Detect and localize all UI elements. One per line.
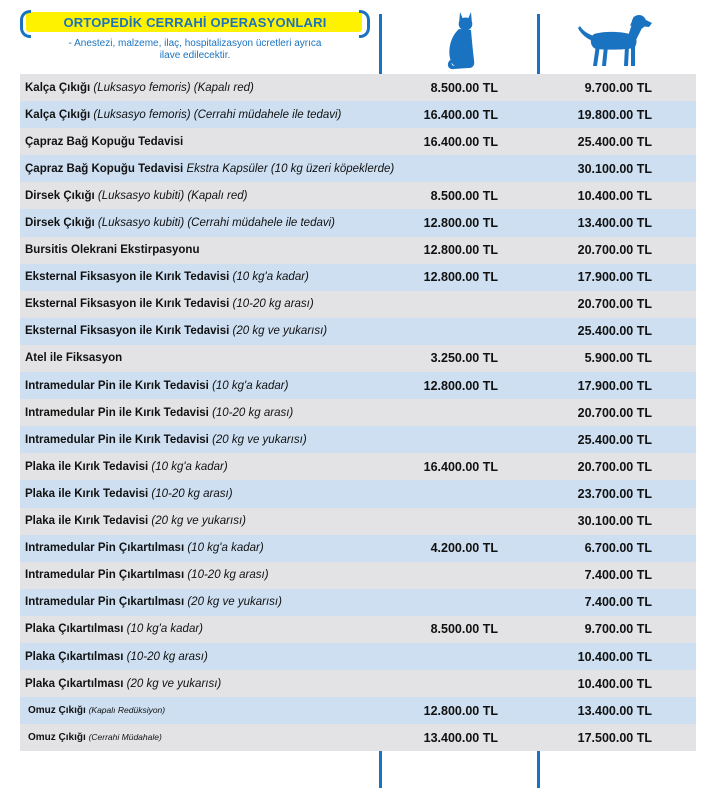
procedure-note: (20 kg ve yukarısı)	[212, 433, 307, 446]
procedure-title: Omuz Çıkığı	[28, 732, 86, 744]
table-row	[20, 724, 696, 751]
table-row	[20, 589, 696, 616]
procedure-title: Dirsek Çıkığı	[25, 189, 95, 202]
cat-price: 12.800.00 TL	[423, 243, 498, 258]
procedure-title: Intramedular Pin Çıkartılması	[25, 542, 185, 555]
table-row	[20, 128, 696, 155]
procedure-note: (20 kg ve yukarısı)	[187, 596, 282, 609]
dog-price: 23.700.00 TL	[577, 486, 652, 501]
table-row	[20, 670, 696, 697]
procedure-note: (Luksasyo kubiti) (Cerrahi müdahele ile tedavi)	[97, 217, 336, 230]
procedure-name	[25, 461, 228, 473]
dog-price: 30.100.00 TL	[577, 161, 652, 176]
procedure-name	[25, 82, 254, 94]
procedure-title: Intramedular Pin Çıkartılması	[25, 569, 185, 582]
cat-price: 12.800.00 TL	[423, 270, 498, 285]
cat-price: 12.800.00 TL	[423, 378, 498, 393]
procedure-name	[25, 678, 221, 690]
table-row	[20, 643, 696, 670]
procedure-note: (10 kg'a kadar)	[187, 542, 264, 555]
procedure-name	[25, 407, 293, 419]
cat-price: 12.800.00 TL	[423, 703, 498, 718]
table-row	[20, 291, 696, 318]
dog-price: 20.700.00 TL	[577, 459, 652, 474]
dog-price: 13.400.00 TL	[577, 703, 652, 718]
procedure-note: (10-20 kg arası)	[126, 650, 208, 663]
procedure-note: (20 kg ve yukarısı)	[232, 325, 328, 338]
procedure-note: (10-20 kg arası)	[232, 298, 314, 311]
procedure-title: Omuz Çıkığı	[28, 705, 86, 717]
table-row	[20, 182, 696, 209]
table-row	[20, 264, 696, 291]
dog-price: 17.900.00 TL	[577, 270, 652, 285]
cat-price: 3.250.00 TL	[430, 351, 498, 366]
table-row	[20, 209, 696, 236]
procedure-name	[25, 109, 341, 121]
procedure-title: Kalça Çıkığı	[25, 108, 91, 121]
procedure-title: Intramedular Pin ile Kırık Tedavisi	[25, 379, 209, 392]
procedure-title: Plaka ile Kırık Tedavisi	[25, 460, 149, 473]
procedure-title: Plaka ile Kırık Tedavisi	[25, 487, 149, 500]
procedure-name	[25, 163, 394, 175]
procedure-note: (Kapalı Redüksiyon)	[88, 705, 166, 716]
table-row	[20, 562, 696, 589]
dog-price: 20.700.00 TL	[577, 297, 652, 312]
section-header	[20, 10, 370, 36]
procedure-title: Intramedular Pin ile Kırık Tedavisi	[25, 433, 209, 446]
dog-price: 17.500.00 TL	[577, 730, 652, 745]
cat-price: 16.400.00 TL	[423, 107, 498, 122]
dog-price: 10.400.00 TL	[577, 676, 652, 691]
procedure-note: (Luksasyo femoris) (Cerrahi müdahele ile tedavi)	[93, 108, 342, 121]
cat-price: 4.200.00 TL	[430, 541, 498, 556]
dog-price: 13.400.00 TL	[577, 216, 652, 231]
dog-price: 5.900.00 TL	[584, 351, 652, 366]
table-row	[20, 535, 696, 562]
procedure-name	[25, 651, 208, 663]
procedure-title: Plaka ile Kırık Tedavisi	[25, 515, 149, 528]
table-row	[20, 480, 696, 507]
dog-price: 20.700.00 TL	[577, 405, 652, 420]
table-row	[20, 74, 696, 101]
procedure-name	[25, 623, 203, 635]
dog-price: 25.400.00 TL	[577, 134, 652, 149]
procedure-title: Çapraz Bağ Kopuğu Tedavisi	[25, 162, 184, 175]
table-row	[20, 453, 696, 480]
dog-price: 10.400.00 TL	[577, 188, 652, 203]
table-row	[20, 101, 696, 128]
cat-price: 13.400.00 TL	[423, 730, 498, 745]
procedure-title: Intramedular Pin Çıkartılması	[25, 596, 185, 609]
procedure-title: Eksternal Fiksasyon ile Kırık Tedavisi	[25, 298, 230, 311]
procedure-title: Eksternal Fiksasyon ile Kırık Tedavisi	[25, 271, 230, 284]
dog-price: 25.400.00 TL	[577, 324, 652, 339]
cat-price: 8.500.00 TL	[430, 188, 498, 203]
procedure-title: Intramedular Pin ile Kırık Tedavisi	[25, 406, 209, 419]
procedure-note: (20 kg ve yukarısı)	[126, 677, 222, 690]
procedure-note: (10 kg'a kadar)	[126, 623, 204, 636]
procedure-title: Kalça Çıkığı	[25, 81, 91, 94]
section-title: ORTOPEDİK CERRAHİ OPERASYONLARI	[63, 15, 327, 30]
price-table	[20, 74, 696, 751]
table-row	[20, 372, 696, 399]
procedure-title: Plaka Çıkartılması	[25, 650, 124, 663]
procedure-title: Bursitis Olekrani Ekstirpasyonu	[25, 244, 200, 257]
procedure-name	[25, 569, 269, 581]
procedure-name	[25, 542, 264, 554]
cat-price: 16.400.00 TL	[423, 134, 498, 149]
procedure-note: (20 kg ve yukarısı)	[151, 515, 246, 528]
table-row	[20, 318, 696, 345]
table-row	[20, 399, 696, 426]
procedure-title: Plaka Çıkartılması	[25, 677, 124, 690]
procedure-name	[25, 190, 247, 202]
procedure-note: (10-20 kg arası)	[187, 569, 269, 582]
procedure-name	[28, 705, 165, 716]
procedure-note: (10 kg'a kadar)	[232, 271, 309, 284]
dog-price: 25.400.00 TL	[577, 432, 652, 447]
dog-price: 9.700.00 TL	[584, 80, 652, 95]
table-row	[20, 508, 696, 535]
dog-price: 7.400.00 TL	[584, 595, 652, 610]
procedure-note: (10 kg'a kadar)	[151, 460, 228, 473]
dog-price: 17.900.00 TL	[577, 378, 652, 393]
dog-price: 6.700.00 TL	[584, 541, 652, 556]
procedure-note: (Luksasyo femoris) (Kapalı red)	[93, 81, 254, 94]
procedure-note: Ekstra Kapsüler (10 kg üzeri köpeklerde)	[186, 162, 395, 175]
procedure-name	[25, 352, 122, 364]
procedure-name	[25, 298, 314, 310]
procedure-note: (Luksasyo kubiti) (Kapalı red)	[97, 189, 248, 202]
procedure-note: (Cerrahi Müdahale)	[88, 732, 162, 743]
table-row	[20, 237, 696, 264]
section-subtitle	[40, 38, 350, 62]
procedure-title: Eksternal Fiksasyon ile Kırık Tedavisi	[25, 325, 230, 338]
dog-icon	[578, 12, 652, 68]
cat-price: 8.500.00 TL	[430, 80, 498, 95]
dog-price: 19.800.00 TL	[577, 107, 652, 122]
subtitle-line-1: - Anestezi, malzeme, ilaç, hospitalizasyon ücretleri ayrıca	[68, 38, 322, 49]
subtitle-line-2: ilave edilecektir.	[159, 50, 231, 61]
procedure-name	[25, 515, 246, 527]
procedure-name	[25, 271, 309, 283]
procedure-name	[28, 732, 162, 743]
procedure-name	[25, 488, 233, 500]
dog-price: 30.100.00 TL	[577, 514, 652, 529]
procedure-note: (10 kg'a kadar)	[212, 379, 289, 392]
procedure-name	[25, 380, 288, 392]
procedure-title: Plaka Çıkartılması	[25, 623, 124, 636]
procedure-note: (10-20 kg arası)	[212, 406, 294, 419]
procedure-name	[25, 325, 327, 337]
procedure-name	[25, 244, 199, 256]
table-row	[20, 345, 696, 372]
procedure-name	[25, 217, 335, 229]
dog-price: 10.400.00 TL	[577, 649, 652, 664]
procedure-title: Çapraz Bağ Kopuğu Tedavisi	[25, 135, 184, 148]
procedure-name	[25, 434, 307, 446]
table-row	[20, 697, 696, 724]
cat-icon	[438, 10, 482, 72]
dog-price: 7.400.00 TL	[584, 568, 652, 583]
cat-price: 8.500.00 TL	[430, 622, 498, 637]
procedure-note: (10-20 kg arası)	[151, 487, 233, 500]
table-row	[20, 616, 696, 643]
cat-price: 12.800.00 TL	[423, 216, 498, 231]
procedure-name	[25, 136, 183, 148]
cat-price: 16.400.00 TL	[423, 459, 498, 474]
procedure-name	[25, 596, 282, 608]
procedure-title: Atel ile Fiksasyon	[25, 352, 123, 365]
dog-price: 9.700.00 TL	[584, 622, 652, 637]
procedure-title: Dirsek Çıkığı	[25, 217, 95, 230]
table-row	[20, 155, 696, 182]
table-row	[20, 426, 696, 453]
dog-price: 20.700.00 TL	[577, 243, 652, 258]
